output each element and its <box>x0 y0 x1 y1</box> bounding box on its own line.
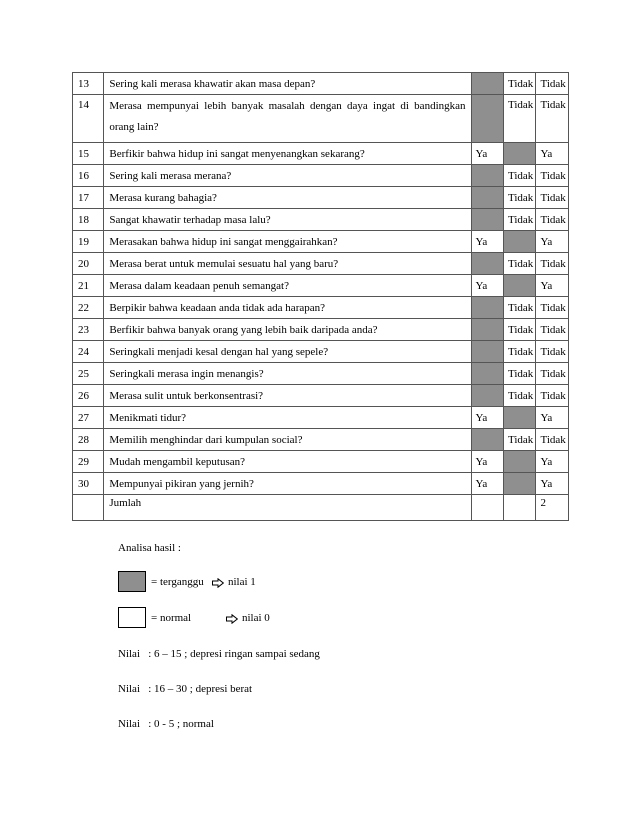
answer-cell: Tidak <box>504 95 536 143</box>
answer-cell <box>471 253 503 275</box>
table-row <box>73 297 569 319</box>
questionnaire-table <box>72 72 569 521</box>
answer-cell: Tidak <box>504 429 536 451</box>
question-text: Merasa dalam keadaan penuh semangat? <box>104 275 471 297</box>
question-number: 16 <box>73 165 104 187</box>
score-cell: Ya <box>536 407 569 429</box>
legend-normal-value: nilai 0 <box>242 612 270 624</box>
legend-disturbed-label: = terganggu <box>151 576 204 588</box>
question-number: 13 <box>73 73 104 95</box>
answer-cell: Tidak <box>504 297 536 319</box>
question-number: 18 <box>73 209 104 231</box>
answer-cell <box>471 297 503 319</box>
score-range: Nilai : 16 – 30 ; depresi berat <box>118 683 253 695</box>
total-number <box>73 495 104 521</box>
answer-cell <box>504 407 536 429</box>
score-cell: Tidak <box>536 95 569 143</box>
answer-cell: Tidak <box>504 253 536 275</box>
score-cell: Tidak <box>536 385 569 407</box>
question-text: Berfikir bahwa banyak orang yang lebih baik daripada anda? <box>104 319 471 341</box>
question-text: Merasa sulit untuk berkonsentrasi? <box>104 385 471 407</box>
table-row <box>73 385 569 407</box>
question-text: Merasa mempunyai lebih banyak masalah dengan daya ingat di bandingkan orang lain? <box>104 95 471 143</box>
answer-cell <box>471 95 503 143</box>
answer-cell <box>471 187 503 209</box>
question-text: Merasa kurang bahagia? <box>104 187 471 209</box>
question-number: 20 <box>73 253 104 275</box>
table-row <box>73 209 569 231</box>
score-cell: Ya <box>536 143 569 165</box>
table-row <box>73 407 569 429</box>
answer-cell <box>471 165 503 187</box>
question-number: 24 <box>73 341 104 363</box>
score-cell: Tidak <box>536 297 569 319</box>
table-row <box>73 231 569 253</box>
answer-cell: Ya <box>471 231 503 253</box>
question-number: 22 <box>73 297 104 319</box>
total-label: Jumlah <box>104 495 471 521</box>
answer-cell <box>471 341 503 363</box>
table-row <box>73 451 569 473</box>
answer-cell: Ya <box>471 473 503 495</box>
shade-swatch <box>118 571 146 592</box>
score-cell: Tidak <box>536 209 569 231</box>
score-cell: Ya <box>536 275 569 297</box>
score-cell: Tidak <box>536 253 569 275</box>
answer-cell: Tidak <box>504 319 536 341</box>
score-cell: Tidak <box>536 363 569 385</box>
answer-cell: Tidak <box>504 209 536 231</box>
table-row <box>73 165 569 187</box>
answer-cell: Tidak <box>504 165 536 187</box>
answer-cell <box>471 385 503 407</box>
question-number: 21 <box>73 275 104 297</box>
answer-cell <box>471 363 503 385</box>
question-text: Sering kali merasa khawatir akan masa depan? <box>104 73 471 95</box>
table-row <box>73 363 569 385</box>
question-number: 28 <box>73 429 104 451</box>
score-cell: Tidak <box>536 73 569 95</box>
table-row <box>73 143 569 165</box>
question-text: Sering kali merasa merana? <box>104 165 471 187</box>
question-number: 19 <box>73 231 104 253</box>
question-text: Memilih menghindar dari kumpulan social? <box>104 429 471 451</box>
question-number: 27 <box>73 407 104 429</box>
answer-cell <box>471 429 503 451</box>
table-row <box>73 429 569 451</box>
question-number: 14 <box>73 95 104 143</box>
score-cell: Ya <box>536 451 569 473</box>
score-cell: Ya <box>536 473 569 495</box>
answer-cell: Ya <box>471 275 503 297</box>
answer-cell <box>504 275 536 297</box>
question-number: 23 <box>73 319 104 341</box>
question-text: Merasa berat untuk memulai sesuatu hal yang baru? <box>104 253 471 275</box>
score-cell: Tidak <box>536 165 569 187</box>
legend-title: Analisa hasil : <box>118 542 181 554</box>
total-cell <box>504 495 536 521</box>
question-text: Sangat khawatir terhadap masa lalu? <box>104 209 471 231</box>
question-text: Merasakan bahwa hidup ini sangat menggairahkan? <box>104 231 471 253</box>
arrow-right-icon <box>212 578 224 588</box>
table-row <box>73 253 569 275</box>
answer-cell <box>504 451 536 473</box>
answer-cell: Ya <box>471 451 503 473</box>
table-row <box>73 275 569 297</box>
total-row <box>73 495 569 521</box>
score-cell: Tidak <box>536 319 569 341</box>
table-row <box>73 95 569 143</box>
answer-cell: Tidak <box>504 385 536 407</box>
answer-cell: Ya <box>471 407 503 429</box>
arrow-right-icon <box>226 614 238 624</box>
answer-cell <box>504 143 536 165</box>
answer-cell: Ya <box>471 143 503 165</box>
question-number: 29 <box>73 451 104 473</box>
answer-cell <box>504 231 536 253</box>
score-cell: Tidak <box>536 341 569 363</box>
answer-cell <box>504 473 536 495</box>
question-text: Menikmati tidur? <box>104 407 471 429</box>
legend-disturbed-value: nilai 1 <box>228 576 256 588</box>
question-text: Berpikir bahwa keadaan anda tidak ada harapan? <box>104 297 471 319</box>
question-text: Mudah mengambil keputusan? <box>104 451 471 473</box>
table-row <box>73 319 569 341</box>
question-number: 26 <box>73 385 104 407</box>
score-cell: Ya <box>536 231 569 253</box>
question-text: Berfikir bahwa hidup ini sangat menyenangkan sekarang? <box>104 143 471 165</box>
question-number: 15 <box>73 143 104 165</box>
question-text: Seringkali merasa ingin menangis? <box>104 363 471 385</box>
question-text: Mempunyai pikiran yang jernih? <box>104 473 471 495</box>
legend-normal-label: = normal <box>151 612 192 624</box>
total-value: 2 <box>536 495 569 521</box>
answer-cell <box>471 73 503 95</box>
total-cell <box>471 495 503 521</box>
table-row <box>73 341 569 363</box>
answer-cell: Tidak <box>504 187 536 209</box>
answer-cell: Tidak <box>504 363 536 385</box>
score-cell: Tidak <box>536 429 569 451</box>
blank-swatch <box>118 607 146 628</box>
score-range: Nilai : 6 – 15 ; depresi ringan sampai sedang <box>118 648 320 660</box>
table-row <box>73 187 569 209</box>
question-number: 25 <box>73 363 104 385</box>
table-row <box>73 73 569 95</box>
answer-cell: Tidak <box>504 73 536 95</box>
score-range: Nilai : 0 - 5 ; normal <box>118 718 214 730</box>
answer-cell: Tidak <box>504 341 536 363</box>
answer-cell <box>471 209 503 231</box>
question-number: 17 <box>73 187 104 209</box>
question-text: Seringkali menjadi kesal dengan hal yang sepele? <box>104 341 471 363</box>
answer-cell <box>471 319 503 341</box>
score-cell: Tidak <box>536 187 569 209</box>
table-row <box>73 473 569 495</box>
question-number: 30 <box>73 473 104 495</box>
